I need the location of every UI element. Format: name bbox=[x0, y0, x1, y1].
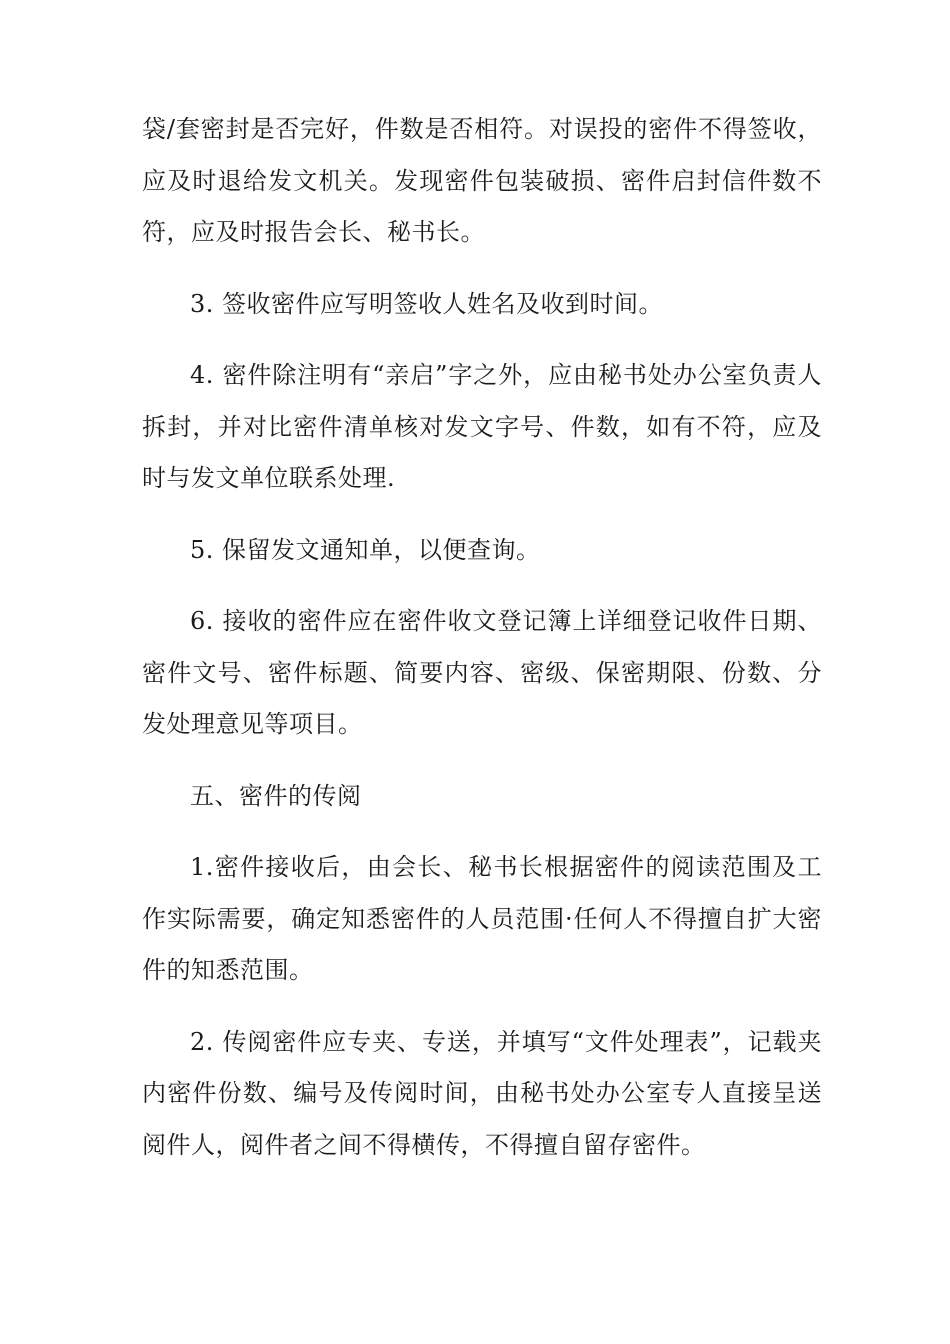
paragraph-item-1: 1.密件接收后，由会长、秘书长根据密件的阅读范围及工作实际需要，确定知悉密件的人员范围·任何人不得擅自扩大密件的知悉范围。 bbox=[142, 853, 822, 984]
paragraph-item-3: 3. 签收密件应写明签收人姓名及收到时间。 bbox=[190, 289, 664, 318]
paragraph-continuation: 袋/套密封是否完好，件数是否相符。对误投的密件不得签收，应及时退给发文机关。发现密件包装破损、密件启封信件数不符，应及时报告会长、秘书长。 bbox=[142, 115, 822, 246]
paragraph-item-2: 2. 传阅密件应专夹、专送，并填写“文件处理表”，记载夹内密件份数、编号及传阅时间，由秘书处办公室专人直接呈送阅件人，阅件者之间不得横传，不得擅自留存密件。 bbox=[142, 1027, 822, 1159]
paragraph-item-5: 5. 保留发文通知单，以便查询。 bbox=[190, 535, 541, 564]
paragraph-item-4: 4. 密件除注明有“亲启”字之外，应由秘书处办公室负责人拆封，并对比密件清单核对发文字号、件数，如有不符，应及时与发文单位联系处理. bbox=[142, 361, 822, 492]
paragraph-item-6: 6. 接收的密件应在密件收文登记簿上详细登记收件日期、密件文号、密件标题、简要内容、密级、保密期限、份数、分发处理意见等项目。 bbox=[142, 607, 822, 738]
section-heading-five: 五、密件的传阅 bbox=[190, 781, 362, 810]
document-body bbox=[142, 104, 822, 1171]
